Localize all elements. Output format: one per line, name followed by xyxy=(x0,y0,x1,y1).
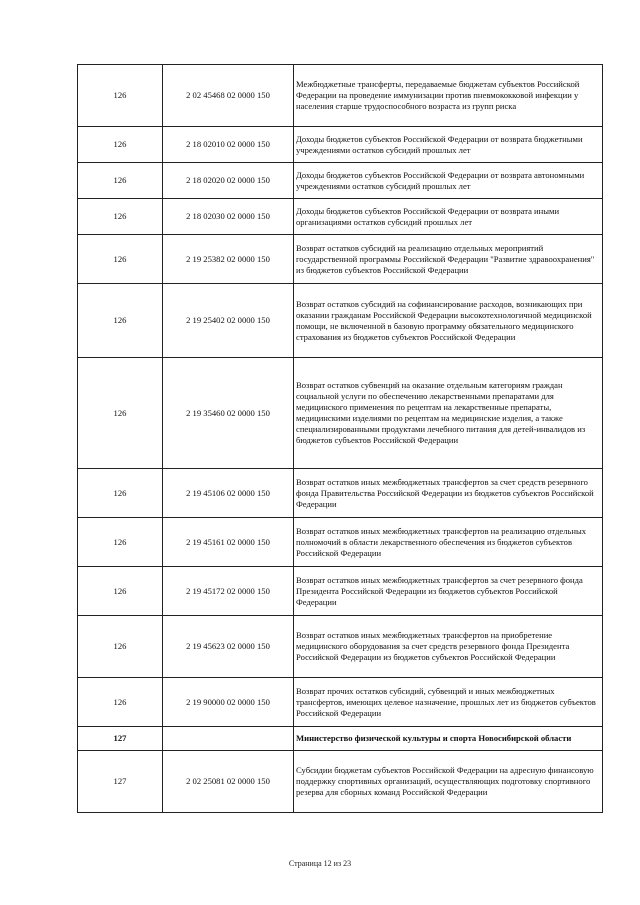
admin-code-cell: 126 xyxy=(78,65,163,127)
description-cell: Возврат остатков субвенций на оказание отдельным категориям граждан социальной услуги по обеспечению лекарственными препаратами для медицинского применения по рецептам на лекарственные препараты, медицинскими изделиями по рецептам на медицинские изделия, а также специализированными продуктами лечебного питания для детей-инвалидов из бюджетов субъектов Российской Федерации xyxy=(294,358,603,469)
description-cell: Возврат прочих остатков субсидий, субвенций и иных межбюджетных трансфертов, имеющих целевое назначение, прошлых лет из бюджетов субъектов Российской Федерации xyxy=(294,678,603,727)
section-header-row xyxy=(78,727,603,751)
table-row xyxy=(78,163,603,199)
table-row xyxy=(78,65,603,127)
budget-code-cell: 2 18 02010 02 0000 150 xyxy=(163,127,294,163)
budget-code-cell: 2 19 45623 02 0000 150 xyxy=(163,616,294,678)
budget-code-cell: 2 02 25081 02 0000 150 xyxy=(163,751,294,813)
admin-code-cell: 126 xyxy=(78,235,163,284)
table-row xyxy=(78,358,603,469)
budget-code-cell: 2 18 02030 02 0000 150 xyxy=(163,199,294,235)
description-cell: Субсидии бюджетам субъектов Российской Федерации на адресную финансовую поддержку спортивных организаций, осуществляющих подготовку спортивного резерва для сборных команд Российской Федерации xyxy=(294,751,603,813)
description-cell: Доходы бюджетов субъектов Российской Федерации от возврата автономными учреждениями остатков субсидий прошлых лет xyxy=(294,163,603,199)
budget-code-cell: 2 19 25382 02 0000 150 xyxy=(163,235,294,284)
description-cell: Доходы бюджетов субъектов Российской Федерации от возврата иными организациями остатков субсидий прошлых лет xyxy=(294,199,603,235)
description-cell: Возврат остатков иных межбюджетных трансфертов на приобретение медицинского оборудования за счет средств резервного фонда Президента Российской Федерации из бюджетов субъектов Российской Федерации xyxy=(294,616,603,678)
table-row xyxy=(78,567,603,616)
ministry-name-cell: Министерство физической культуры и спорта Новосибирской области xyxy=(294,727,603,751)
table-row xyxy=(78,284,603,358)
admin-code-cell: 126 xyxy=(78,518,163,567)
table-row xyxy=(78,678,603,727)
table-row xyxy=(78,751,603,813)
admin-code-cell: 126 xyxy=(78,284,163,358)
admin-code-cell: 126 xyxy=(78,358,163,469)
budget-code-cell: 2 19 45161 02 0000 150 xyxy=(163,518,294,567)
admin-code-cell: 126 xyxy=(78,567,163,616)
budget-code-cell: 2 19 35460 02 0000 150 xyxy=(163,358,294,469)
admin-code-cell: 126 xyxy=(78,469,163,518)
table-row xyxy=(78,469,603,518)
budget-classification-table xyxy=(77,64,603,813)
description-cell: Возврат остатков иных межбюджетных трансфертов за счет резервного фонда Президента Российской Федерации из бюджетов субъектов Российской Федерации xyxy=(294,567,603,616)
admin-code-cell: 126 xyxy=(78,678,163,727)
table-row xyxy=(78,235,603,284)
description-cell: Возврат остатков субсидий на реализацию отдельных мероприятий государственной программы Российской Федерации "Развитие здравоохранения" из бюджетов субъектов Российской Федерации xyxy=(294,235,603,284)
description-cell: Возврат остатков иных межбюджетных трансфертов за счет средств резервного фонда Правительства Российской Федерации из бюджетов субъектов Российской Федерации xyxy=(294,469,603,518)
description-cell: Возврат остатков субсидий на софинансирование расходов, возникающих при оказании гражданам Российской Федерации высокотехнологичной медицинской помощи, не включенной в базовую программу обязательного медицинского страхования из бюджетов субъектов Российской Федерации xyxy=(294,284,603,358)
budget-code-cell: 2 19 90000 02 0000 150 xyxy=(163,678,294,727)
budget-code-cell xyxy=(163,727,294,751)
budget-code-cell: 2 19 25402 02 0000 150 xyxy=(163,284,294,358)
page-number-footer: Страница 12 из 23 xyxy=(288,859,352,868)
budget-code-cell: 2 19 45106 02 0000 150 xyxy=(163,469,294,518)
description-cell: Доходы бюджетов субъектов Российской Федерации от возврата бюджетными учреждениями остатков субсидий прошлых лет xyxy=(294,127,603,163)
admin-code-cell: 127 xyxy=(78,751,163,813)
admin-code-cell: 127 xyxy=(78,727,163,751)
admin-code-cell: 126 xyxy=(78,616,163,678)
admin-code-cell: 126 xyxy=(78,127,163,163)
table-row xyxy=(78,199,603,235)
admin-code-cell: 126 xyxy=(78,163,163,199)
budget-code-cell: 2 19 45172 02 0000 150 xyxy=(163,567,294,616)
table-row xyxy=(78,518,603,567)
table-row xyxy=(78,127,603,163)
budget-code-cell: 2 18 02020 02 0000 150 xyxy=(163,163,294,199)
admin-code-cell: 126 xyxy=(78,199,163,235)
budget-code-cell: 2 02 45468 02 0000 150 xyxy=(163,65,294,127)
description-cell: Возврат остатков иных межбюджетных трансфертов на реализацию отдельных полномочий в области лекарственного обеспечения из бюджетов субъектов Российской Федерации xyxy=(294,518,603,567)
description-cell: Межбюджетные трансферты, передаваемые бюджетам субъектов Российской Федерации на проведение иммунизации против пневмококковой инфекции у населения старше трудоспособного возраста из групп риска xyxy=(294,65,603,127)
table-row xyxy=(78,616,603,678)
table-body xyxy=(78,65,603,813)
